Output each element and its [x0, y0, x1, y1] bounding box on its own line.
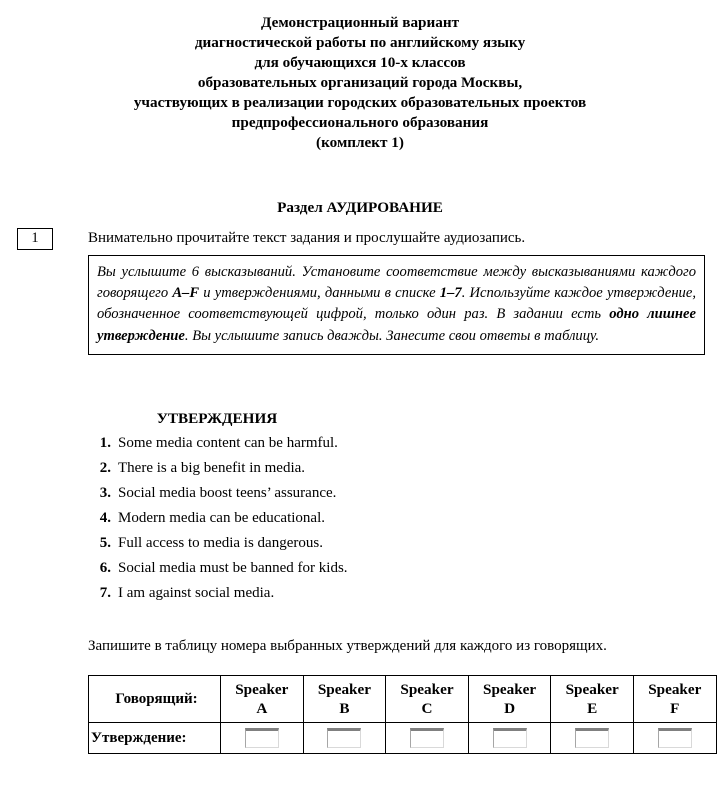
list-item [88, 581, 588, 606]
answer-cell-speaker-a[interactable] [221, 723, 304, 754]
title-line-1: Демонстрационный вариант [260, 14, 460, 31]
statement-text: There is a big benefit in media. [118, 460, 306, 476]
statement-number: 1. [99, 435, 111, 451]
answer-cell-speaker-c[interactable] [386, 723, 469, 754]
table-header-speaker-d [468, 676, 551, 723]
statements-heading: УТВЕРЖДЕНИЯ [156, 410, 278, 427]
table-row-speakers [89, 676, 717, 723]
statement-number: 4. [99, 510, 111, 526]
instruction-part-3: . Используйте каждое утверждение, обозначенное соответствующей цифрой, только один раз. В задании есть [97, 285, 696, 323]
instruction-bold-extra: одно лишнее утверждение [97, 306, 696, 344]
speaker-letter: C [421, 700, 433, 717]
list-item [88, 531, 588, 556]
title-line-2: диагностической работы по английскому языку [194, 34, 526, 51]
document-title-block [0, 13, 720, 153]
table-header-speaker-e [551, 676, 634, 723]
speaker-word: Speaker [235, 681, 289, 698]
list-item [88, 481, 588, 506]
answer-table-lead-in: Запишите в таблицу номера выбранных утверждений для каждого из говорящих. [88, 638, 607, 654]
table-header-speaker-a [221, 676, 304, 723]
title-line-4: образовательных организаций города Москвы, [197, 74, 523, 91]
answer-cell-speaker-f[interactable] [633, 723, 716, 754]
statement-number: 6. [99, 560, 111, 576]
answer-field-speaker-d[interactable] [493, 728, 527, 748]
statement-text: Modern media can be educational. [118, 510, 325, 526]
speaker-letter: B [339, 700, 350, 717]
instruction-part-4: . Вы услышите запись дважды. Занесите свои ответы в таблицу. [184, 327, 600, 344]
statement-text: Some media content can be harmful. [118, 435, 338, 451]
answer-cell-speaker-d[interactable] [468, 723, 551, 754]
title-line-7: (комплект 1) [316, 134, 404, 151]
speaker-word: Speaker [565, 681, 619, 698]
answer-cell-speaker-b[interactable] [303, 723, 386, 754]
list-item [88, 456, 588, 481]
instruction-text [97, 262, 696, 347]
answer-field-speaker-f[interactable] [658, 728, 692, 748]
table-header-speaker-c [386, 676, 469, 723]
instruction-part-2: и утверждениями, данными в списке [199, 285, 440, 302]
table-row-answers [89, 723, 717, 754]
speaker-word: Speaker [483, 681, 537, 698]
speaker-letter: A [256, 700, 268, 717]
speaker-word: Speaker [648, 681, 702, 698]
task-lead-in-text: Внимательно прочитайте текст задания и прослушайте аудиозапись. [88, 230, 526, 246]
row-label-speaker: Говорящий: [89, 676, 221, 723]
statement-text: Social media boost teens’ assurance. [118, 485, 337, 501]
speaker-letter: F [670, 700, 680, 717]
answer-field-speaker-c[interactable] [410, 728, 444, 748]
speaker-letter: E [587, 700, 598, 717]
statement-number: 2. [99, 460, 111, 476]
list-item [88, 431, 588, 456]
statement-text: I am against social media. [118, 585, 275, 601]
statement-text: Social media must be banned for kids. [118, 560, 348, 576]
speaker-word: Speaker [400, 681, 454, 698]
list-item [88, 506, 588, 531]
section-heading: Раздел АУДИРОВАНИЕ [277, 199, 443, 216]
instruction-bold-range: 1–7 [439, 285, 462, 302]
answer-field-speaker-a[interactable] [245, 728, 279, 748]
table-header-speaker-f [633, 676, 716, 723]
table-header-speaker-b [303, 676, 386, 723]
statement-text: Full access to media is dangerous. [118, 535, 323, 551]
statement-number: 3. [99, 485, 111, 501]
answer-cell-speaker-e[interactable] [551, 723, 634, 754]
title-line-3: для обучающихся 10-х классов [254, 54, 466, 71]
answer-field-speaker-e[interactable] [575, 728, 609, 748]
answer-table [88, 675, 717, 754]
title-line-5: участвующих в реализации городских образовательных проектов [133, 94, 587, 111]
statement-number: 5. [99, 535, 111, 551]
speaker-word: Speaker [317, 681, 371, 698]
statements-list [88, 431, 588, 606]
list-item [88, 556, 588, 581]
instruction-bold-speakers: A–F [172, 285, 200, 302]
answer-field-speaker-b[interactable] [327, 728, 361, 748]
instruction-box [88, 255, 705, 355]
speaker-letter: D [504, 700, 516, 717]
instruction-part-1: Вы услышите 6 высказываний. Установите соответствие между высказываниями каждого говорящего [97, 264, 696, 302]
statement-number: 7. [99, 585, 111, 601]
row-label-statement: Утверждение: [89, 723, 221, 754]
task-number-box: 1 [17, 228, 53, 250]
title-line-6: предпрофессионального образования [231, 114, 489, 131]
